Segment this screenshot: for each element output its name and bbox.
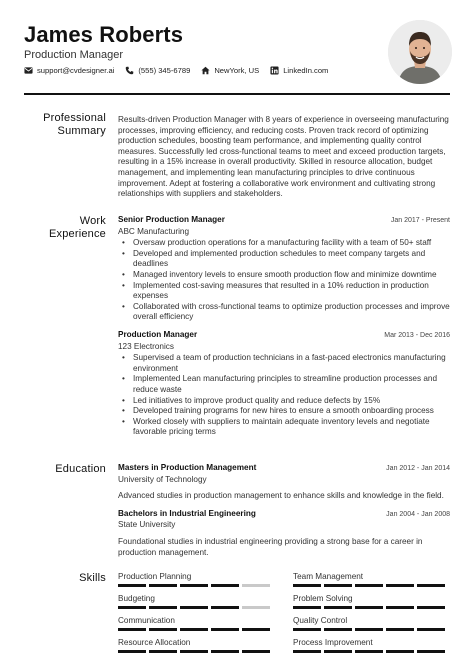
job-company: 123 Electronics bbox=[118, 341, 174, 351]
contact-phone[interactable] bbox=[125, 66, 190, 75]
candidate-title: Production Manager bbox=[24, 49, 124, 61]
skills-heading: Skills bbox=[79, 572, 106, 584]
job-entry bbox=[118, 215, 450, 323]
rating-segment-filled bbox=[417, 584, 445, 587]
rating-segment-filled bbox=[386, 628, 414, 631]
rating-segment-filled bbox=[149, 606, 177, 609]
skill-item bbox=[293, 594, 449, 609]
rating-segment-filled bbox=[386, 584, 414, 587]
rating-segment-empty bbox=[242, 584, 270, 587]
rating-segment-filled bbox=[324, 606, 352, 609]
rating-segment-filled bbox=[211, 584, 239, 587]
education-heading: Education bbox=[55, 463, 106, 475]
rating-segment-filled bbox=[386, 650, 414, 653]
skill-rating-bar bbox=[293, 650, 449, 653]
contact-location[interactable] bbox=[201, 66, 259, 75]
rating-segment-filled bbox=[355, 584, 383, 587]
rating-segment-filled bbox=[417, 628, 445, 631]
job-bullet: • Collaborated with cross-functional teams to optimize production processes and improve overall efficiency bbox=[118, 302, 450, 323]
rating-segment-filled bbox=[324, 628, 352, 631]
rating-segment-filled bbox=[180, 606, 208, 609]
rating-segment-filled bbox=[355, 650, 383, 653]
contact-email-text: support@cvdesigner.ai bbox=[37, 66, 115, 75]
education-dates: Jan 2004 - Jan 2008 bbox=[386, 510, 450, 518]
rating-segment-filled bbox=[118, 628, 146, 631]
rating-segment-filled bbox=[211, 606, 239, 609]
linkedin-icon bbox=[270, 66, 279, 75]
skill-rating-bar bbox=[293, 606, 449, 609]
rating-segment-filled bbox=[324, 584, 352, 587]
rating-segment-filled bbox=[180, 628, 208, 631]
skill-rating-bar bbox=[293, 584, 449, 587]
rating-segment-filled bbox=[149, 584, 177, 587]
job-title: Senior Production Manager bbox=[118, 215, 225, 224]
rating-segment-filled bbox=[242, 650, 270, 653]
contact-phone-text: (555) 345-6789 bbox=[138, 66, 191, 75]
rating-segment-filled bbox=[293, 606, 321, 609]
mail-icon bbox=[24, 66, 33, 75]
rating-segment-filled bbox=[118, 606, 146, 609]
job-bullet: • Implemented cost-saving measures that resulted in a 10% reduction in production expenses bbox=[118, 281, 450, 302]
education-dates: Jan 2012 - Jan 2014 bbox=[386, 465, 450, 472]
rating-segment-filled bbox=[211, 650, 239, 653]
job-bullet: • Managed inventory levels to ensure smooth production flow and minimize downtime bbox=[118, 270, 450, 281]
rating-segment-filled bbox=[180, 650, 208, 653]
contact-row bbox=[24, 66, 339, 75]
home-icon bbox=[201, 66, 210, 75]
rating-segment-filled bbox=[324, 650, 352, 653]
skill-name: Quality Control bbox=[293, 616, 348, 625]
summary-heading: Professional Summary bbox=[43, 112, 106, 137]
contact-email[interactable] bbox=[24, 66, 114, 75]
job-bullets bbox=[118, 353, 450, 438]
job-bullet: • Supervised a team of production technicians in a fast-paced electronics manufacturing environment bbox=[118, 353, 450, 374]
education-entry bbox=[118, 463, 450, 502]
profile-photo bbox=[388, 20, 452, 84]
candidate-name: James Roberts bbox=[24, 22, 184, 47]
skill-name: Resource Allocation bbox=[118, 638, 191, 647]
contact-location-text: NewYork, US bbox=[214, 66, 260, 75]
degree-title: Bachelors in Industrial Engineering bbox=[118, 508, 256, 518]
rating-segment-filled bbox=[293, 650, 321, 653]
job-title: Production Manager bbox=[118, 329, 198, 339]
skill-name: Process Improvement bbox=[293, 638, 373, 647]
header-divider bbox=[24, 93, 450, 95]
job-dates: Mar 2013 - Dec 2016 bbox=[384, 331, 450, 339]
skill-item bbox=[118, 616, 274, 631]
education-desc: Advanced studies in production management to enhance skills and knowledge in the field. bbox=[118, 491, 444, 501]
rating-segment-filled bbox=[417, 650, 445, 653]
job-company: ABC Manufacturing bbox=[118, 226, 189, 236]
education-desc: Foundational studies in industrial engineering providing a strong base for a career in production management. bbox=[118, 536, 423, 557]
skill-rating-bar bbox=[118, 650, 274, 653]
job-bullet: • Developed and implemented production schedules to meet company targets and deadlines bbox=[118, 249, 450, 270]
job-bullet: • Developed training programs for new hires to ensure a smooth onboarding process bbox=[118, 406, 450, 417]
phone-icon bbox=[125, 66, 134, 75]
skill-name: Problem Solving bbox=[293, 594, 353, 603]
skill-name: Production Planning bbox=[118, 572, 192, 581]
experience-list bbox=[118, 215, 450, 445]
rating-segment-filled bbox=[386, 606, 414, 609]
education-entry bbox=[118, 509, 450, 558]
skill-rating-bar bbox=[118, 628, 274, 631]
experience-heading: Work Experience bbox=[48, 215, 106, 240]
resume-header bbox=[24, 22, 454, 97]
skills-grid bbox=[118, 572, 450, 653]
skill-name: Team Management bbox=[293, 572, 364, 581]
skill-item bbox=[118, 572, 274, 587]
job-entry bbox=[118, 330, 450, 438]
rating-segment-filled bbox=[355, 628, 383, 631]
rating-segment-filled bbox=[118, 584, 146, 587]
rating-segment-filled bbox=[293, 628, 321, 631]
skill-rating-bar bbox=[118, 584, 274, 587]
job-bullet: • Implemented Lean manufacturing principles to streamline production processes and reduce waste bbox=[118, 374, 450, 395]
skill-rating-bar bbox=[293, 628, 449, 631]
skill-rating-bar bbox=[118, 606, 274, 609]
rating-segment-filled bbox=[149, 628, 177, 631]
degree-title: Masters in Production Management bbox=[118, 463, 257, 472]
skill-item bbox=[118, 594, 274, 609]
rating-segment-filled bbox=[417, 606, 445, 609]
contact-linkedin[interactable] bbox=[270, 66, 328, 75]
contact-linkedin-text: LinkedIn.com bbox=[283, 66, 329, 75]
summary-text: Results-driven Production Manager with 8 years of experience in overseeing manufacturing processes, improving efficiency, and reducing costs. Proven track record of optimizing production schedules, boosting team performance, and implementing quality control measures. Successfully led cross-functional teams to meet and exceed production targets, resulting in a 15% increase in overall productivity. Skilled in resource allocation, budget management, and implementing lean manufacturing principles to drive continuous improvement. Adept at fostering a collaborative work environment and cultivating strong relationships with suppliers and stakeholders. bbox=[118, 115, 449, 199]
skill-item bbox=[293, 572, 449, 587]
school-name: University of Technology bbox=[118, 474, 207, 484]
job-bullet: • Oversaw production operations for a manufacturing facility with a team of 50+ staff bbox=[118, 238, 450, 249]
skill-item bbox=[118, 638, 274, 653]
skill-item bbox=[293, 616, 449, 631]
rating-segment-filled bbox=[211, 628, 239, 631]
job-bullet: • Led initiatives to improve product quality and reduce defects by 15% bbox=[118, 396, 450, 407]
rating-segment-filled bbox=[180, 584, 208, 587]
skill-item bbox=[293, 638, 449, 653]
job-bullet: • Worked closely with suppliers to maintain adequate inventory levels and negotiate favorable pricing terms bbox=[118, 417, 450, 438]
rating-segment-filled bbox=[242, 628, 270, 631]
education-list bbox=[118, 463, 450, 565]
rating-segment-filled bbox=[118, 650, 146, 653]
rating-segment-filled bbox=[293, 584, 321, 587]
job-bullets bbox=[118, 238, 450, 323]
job-dates: Jan 2017 - Present bbox=[390, 217, 450, 224]
rating-segment-empty bbox=[242, 606, 270, 609]
skill-name: Budgeting bbox=[118, 594, 155, 603]
rating-segment-filled bbox=[355, 606, 383, 609]
rating-segment-filled bbox=[149, 650, 177, 653]
skill-name: Communication bbox=[118, 616, 175, 625]
school-name: State University bbox=[118, 520, 176, 530]
